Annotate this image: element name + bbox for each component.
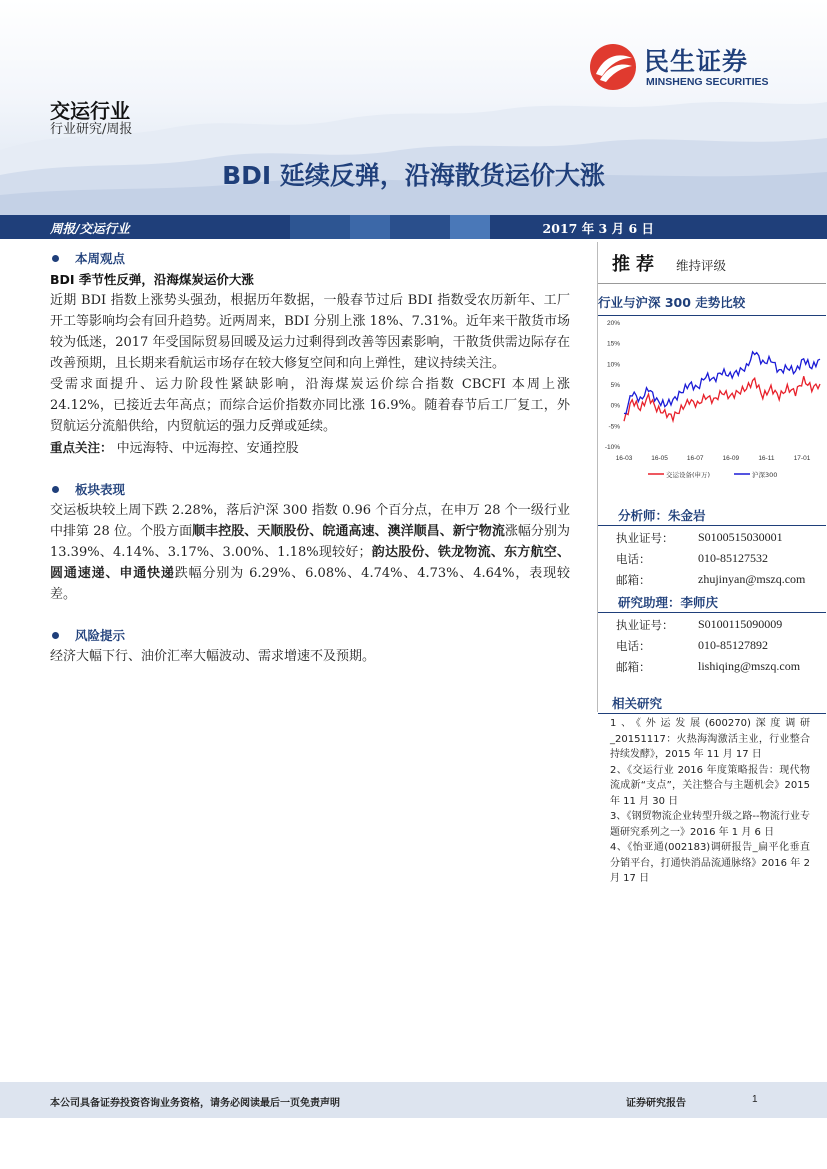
footer-report-type: 证券研究报告 (626, 1098, 686, 1109)
risk-text: 经济大幅下行、油价汇率大幅波动、需求增速不及预期。 (50, 649, 376, 664)
analyst-cert-label: 执业证号： (616, 531, 674, 545)
main-content (50, 248, 570, 667)
chart-svg (598, 314, 826, 489)
assistant-email-label: 邮箱： (616, 660, 651, 674)
report-type: 行业研究/周报 (50, 122, 133, 137)
assistant-cert: S0100115090009 (698, 617, 783, 631)
analyst-email-label: 邮箱： (616, 573, 651, 587)
info-bar (0, 215, 827, 239)
analyst-title: 分析师：朱金岩 (598, 506, 826, 526)
analyst-phone-row (616, 551, 826, 571)
x-tick-label: 16-05 (651, 455, 668, 462)
y-tick-label: -10% (604, 444, 620, 451)
gainers-list: 顺丰控股、天顺股份、皖通高速、澳洋顺昌、新宁物流 (192, 524, 505, 539)
legend-label: 交运设备(申万) (666, 471, 711, 479)
losers-list: 韵达股份、铁龙物流、东方航空、圆通速递、申通快递 (50, 545, 570, 581)
section-heading-text: 板块表现 (75, 482, 126, 497)
section-heading-risk (50, 625, 570, 646)
related-research-title: 相关研究 (598, 694, 826, 714)
analyst-email-row (616, 572, 826, 592)
view-paragraph-2: 受需求面提升、运力阶段性紧缺影响，沿海煤炭运价综合指数 CBCFI 本周上涨 24.12%，已接近去年高点；而综合运价指数亦同比涨 16.9%。随着春节后工厂复工，外贸航运分流船供给，内贸航运的强力反弹或延续。 (50, 377, 570, 434)
analyst-phone: 010-85127532 (698, 551, 768, 565)
related-item[interactable]: 3、《钢贸物流企业转型升级之路--物流行业专题研究系列之一》2016 年 1 月 6 日 (610, 811, 810, 838)
related-research-list (610, 716, 810, 887)
section-heading-view (50, 248, 570, 269)
brand-name-en: MINSHENG SECURITIES (646, 76, 769, 88)
related-item[interactable]: 1、《外运发展(600270)深度调研_20151117：火热海淘激活主业，行业整合持续发酵》，2015 年 11 月 17 日 (610, 718, 810, 760)
brand-logo (588, 40, 788, 96)
rating-note: 维持评级 (676, 258, 727, 273)
related-item[interactable]: 4、《怡亚通(002183)调研报告_扁平化垂直分销平台，打通快消品流通脉络》2016 年 2 月 17 日 (610, 842, 810, 884)
focus-line (50, 437, 570, 459)
assistant-email[interactable]: lishiqing@mszq.com (698, 659, 801, 673)
series-line (624, 376, 820, 421)
section-heading-text: 风险提示 (75, 628, 126, 643)
section-heading-sector (50, 479, 570, 500)
bullet-icon (52, 632, 59, 639)
bar-segment (450, 215, 490, 239)
legend-label: 沪深300 (752, 471, 778, 479)
assistant-cert-row (616, 617, 826, 637)
view-subheading: BDI 季节性反弹，沿海煤炭运价大涨 (50, 272, 254, 287)
analyst-phone-label: 电话： (616, 552, 651, 566)
rating-value: 推荐 (612, 254, 660, 275)
comparison-chart (598, 314, 826, 489)
assistant-cert-label: 执业证号： (616, 618, 674, 632)
bar-segment (290, 215, 350, 239)
related-item[interactable]: 2、《交运行业 2016 年度策略报告：现代物流成新“支点”，关注整合与主题机会》2015 年 11 月 30 日 (610, 764, 810, 807)
y-tick-label: 0% (610, 402, 620, 410)
y-tick-label: 5% (610, 382, 620, 389)
analyst-cert-row (616, 530, 826, 550)
bar-date: 2017 年 3 月 6 日 (542, 221, 654, 236)
y-tick-label: 20% (606, 320, 620, 327)
analyst-cert: S0100515030001 (698, 530, 783, 544)
focus-text: 中远海特、中远海控、安通控股 (116, 441, 299, 456)
sector-paragraph (50, 500, 570, 605)
x-tick-label: 17-01 (793, 455, 811, 462)
series-line (624, 352, 820, 414)
minsheng-logo-icon (588, 42, 638, 92)
assistant-phone: 010-85127892 (698, 638, 768, 652)
y-tick-label: -5% (608, 423, 620, 431)
x-tick-label: 16-07 (686, 455, 704, 462)
rating-box (598, 248, 826, 284)
bar-segment (350, 215, 390, 239)
sector-text-b: 涨幅分别为 13.39%、4.14%、3.17%、3.00%、1.18%现较好； (50, 524, 570, 560)
y-tick-label: 10% (606, 361, 620, 369)
assistant-email-row (616, 659, 826, 679)
assistant-phone-label: 电话： (616, 639, 651, 653)
bar-report-category: 周报/交运行业 (50, 221, 130, 236)
chart-title: 行业与沪深 300 走势比较 (598, 293, 826, 316)
sector-text-a: 交运板块较上周下跌 2.28%，落后沪深 300 指数 0.96 个百分点，在申万 28 个一级行业中排第 28 位。个股方面 (50, 503, 570, 539)
assistant-title: 研究助理：李师庆 (598, 593, 826, 613)
industry-label: 交运行业 (50, 99, 130, 123)
footer-disclaimer: 本公司具备证券投资咨询业务资格，请务必阅读最后一页免责声明 (50, 1098, 340, 1109)
bar-segment (390, 215, 450, 239)
bullet-icon (52, 486, 59, 493)
bullet-icon (52, 255, 59, 262)
report-title: BDI 延续反弹，沿海散货运价大涨 (222, 161, 605, 190)
x-tick-label: 16-03 (615, 455, 633, 462)
brand-name-cn: 民生证券 (644, 47, 749, 76)
sector-text-c: 跌幅分别为 6.29%、6.08%、4.74%、4.73%、4.64%，表现较差。 (50, 566, 570, 602)
x-tick-label: 16-09 (722, 455, 740, 462)
analyst-email[interactable]: zhujinyan@mszq.com (698, 572, 806, 586)
section-heading-text: 本周观点 (75, 251, 126, 266)
y-tick-label: 15% (606, 340, 620, 348)
view-paragraph-1: 近期 BDI 指数上涨势头强劲，根据历年数据，一般春节过后 BDI 指数受农历新年、工厂开工等影响均会有回升趋势。近两周来，BDI 分别上涨 18%、7.31%。近年来干散货市场较为低迷，2017 年受国际贸易回暖及运力过剩得到改善等因素影响，干散货供需边际存在改善预期，且长期来看航运市场存在较大修复空间和向上弹性，建议持续关注。 (50, 293, 570, 371)
assistant-phone-row (616, 638, 826, 658)
page-number: 1 (752, 1094, 758, 1105)
page-footer (0, 1082, 827, 1118)
x-tick-label: 16-11 (758, 455, 775, 462)
focus-label: 重点关注： (50, 440, 113, 455)
